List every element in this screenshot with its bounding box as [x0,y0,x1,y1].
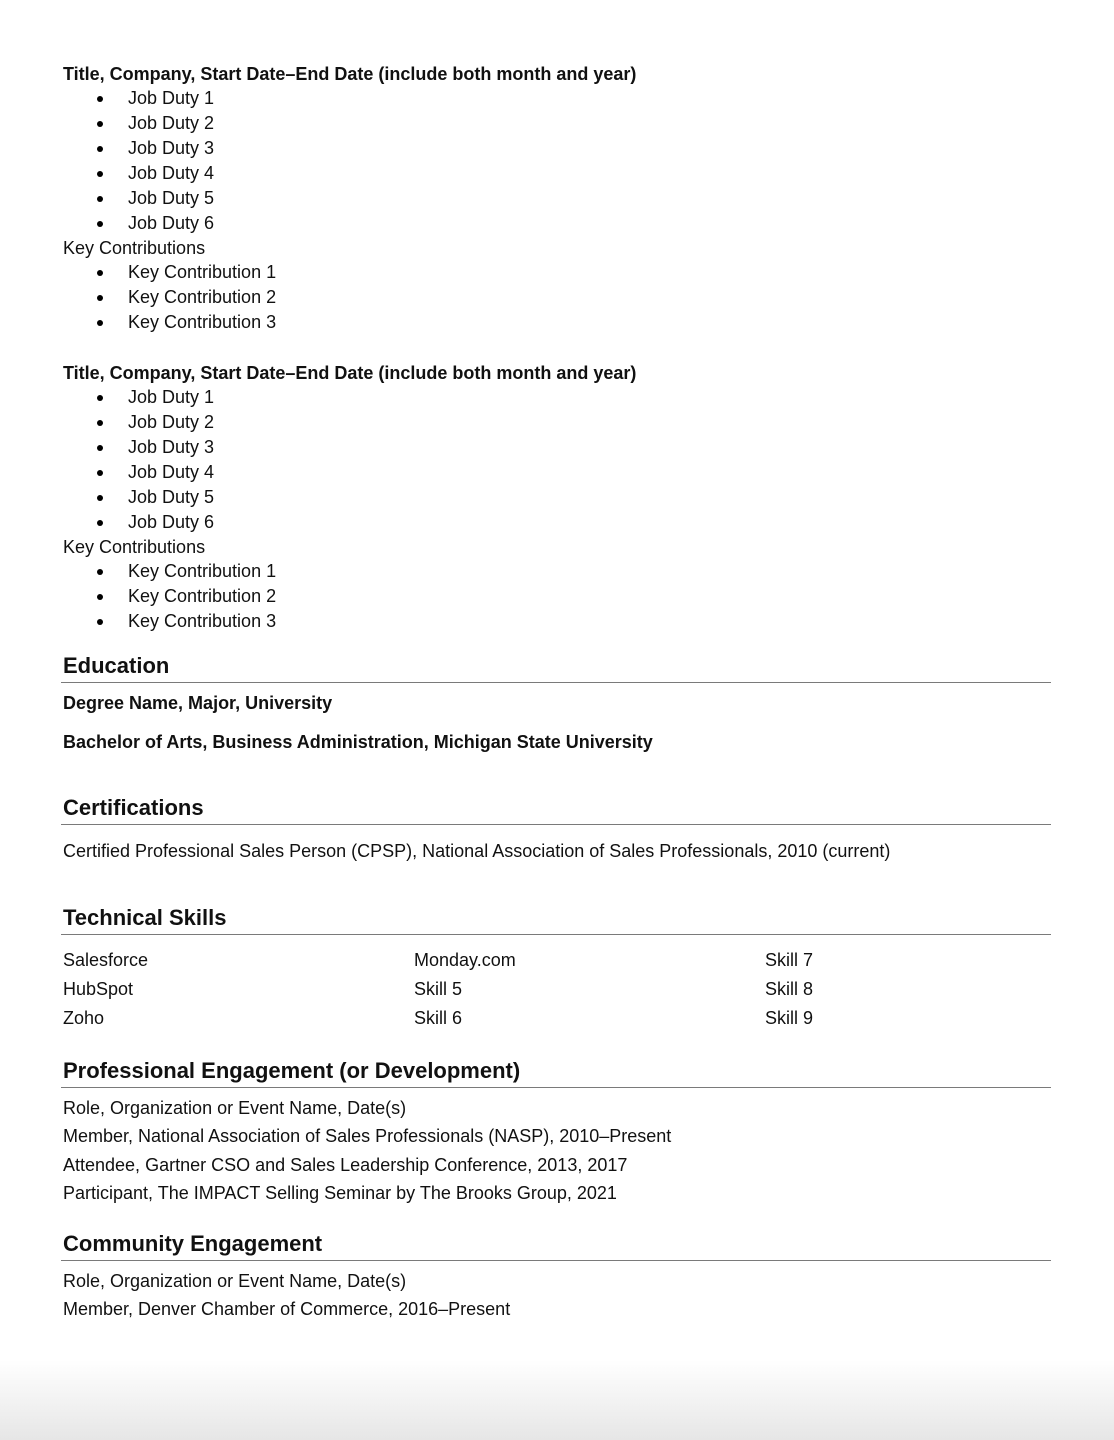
key-contributions-list [63,260,1053,335]
engagement-line: Participant, The IMPACT Selling Seminar by The Brooks Group, 2021 [63,1183,617,1203]
bullet-icon [97,295,103,301]
education-line: Bachelor of Arts, Business Administration, Michigan State University [63,732,653,752]
list-item: Key Contribution 2 [63,285,1053,310]
list-item: Job Duty 1 [63,86,1053,111]
bullet-icon [97,121,103,127]
education-line: Degree Name, Major, University [63,693,333,713]
bullet-icon [97,520,103,526]
community-engagement-list [63,1267,1053,1324]
list-item: Job Duty 4 [63,161,1053,186]
list-item: Job Duty 1 [63,385,1053,410]
skill-item: Salesforce [63,949,149,970]
bullet-icon [97,96,103,102]
skill-item: Skill 7 [765,949,814,970]
bullet-icon [97,619,103,625]
job-duties-list [63,385,1053,535]
certifications-section [63,794,1053,866]
skill-item: Monday.com [414,949,516,970]
skill-item: Skill 6 [414,1007,463,1028]
bullet-icon [97,395,103,401]
engagement-line: Role, Organization or Event Name, Date(s) [63,1270,407,1291]
bullet-icon [97,171,103,177]
engagement-line: Attendee, Gartner CSO and Sales Leadership Conference, 2013, 2017 [63,1154,628,1175]
list-item: Job Duty 4 [63,460,1053,485]
bullet-icon [97,146,103,152]
list-item: Job Duty 5 [63,186,1053,211]
list-item: Job Duty 2 [63,111,1053,136]
experience-entry-1 [63,62,1053,335]
key-contributions-label: Key Contributions [63,238,206,258]
list-item: Key Contribution 3 [63,310,1053,335]
job-title: Title, Company, Start Date–End Date (include both month and year) [63,363,637,383]
bullet-icon [97,320,103,326]
section-heading-certifications: Certifications [61,794,1051,825]
engagement-line: Member, National Association of Sales Professionals (NASP), 2010–Present [63,1126,672,1146]
list-item: Key Contribution 2 [63,584,1053,609]
list-item: Job Duty 3 [63,136,1053,161]
bullet-icon [97,569,103,575]
list-item: Job Duty 2 [63,410,1053,435]
experience-entry-2 [63,361,1053,634]
skill-item: Skill 5 [414,978,463,999]
education-section [63,652,1053,754]
key-contributions-list [63,559,1053,634]
skill-item: Skill 8 [765,978,814,999]
bullet-icon [97,221,103,227]
key-contributions-label: Key Contributions [63,537,206,557]
professional-engagement-section [63,1057,1053,1208]
skill-item: HubSpot [63,978,134,999]
community-engagement-section [63,1230,1053,1324]
certification-line: Certified Professional Sales Person (CPSP), National Association of Sales Professionals, 2010 (current) [63,841,891,861]
list-item: Job Duty 5 [63,485,1053,510]
resume-page [63,62,1053,1324]
bullet-icon [97,594,103,600]
list-item: Job Duty 6 [63,211,1053,236]
bullet-icon [97,196,103,202]
list-item: Job Duty 3 [63,435,1053,460]
bullet-icon [97,270,103,276]
job-duties-list [63,86,1053,236]
bullet-icon [97,495,103,501]
section-heading-community-engagement: Community Engagement [61,1230,1051,1261]
skill-item: Skill 9 [765,1007,814,1028]
list-item: Key Contribution 3 [63,609,1053,634]
skills-grid [63,946,1053,1033]
bullet-icon [97,470,103,476]
bullet-icon [97,420,103,426]
section-heading-technical-skills: Technical Skills [61,904,1051,935]
section-heading-professional-engagement: Professional Engagement (or Development) [61,1057,1051,1088]
bullet-icon [97,445,103,451]
list-item: Key Contribution 1 [63,559,1053,584]
engagement-line: Role, Organization or Event Name, Date(s) [63,1097,407,1118]
job-title: Title, Company, Start Date–End Date (include both month and year) [63,64,637,84]
list-item: Key Contribution 1 [63,260,1053,285]
professional-engagement-list [63,1094,1053,1208]
section-heading-education: Education [61,652,1051,683]
list-item: Job Duty 6 [63,510,1053,535]
skill-item: Zoho [63,1007,105,1028]
technical-skills-section [63,904,1053,1033]
engagement-line: Member, Denver Chamber of Commerce, 2016–Present [63,1299,511,1319]
